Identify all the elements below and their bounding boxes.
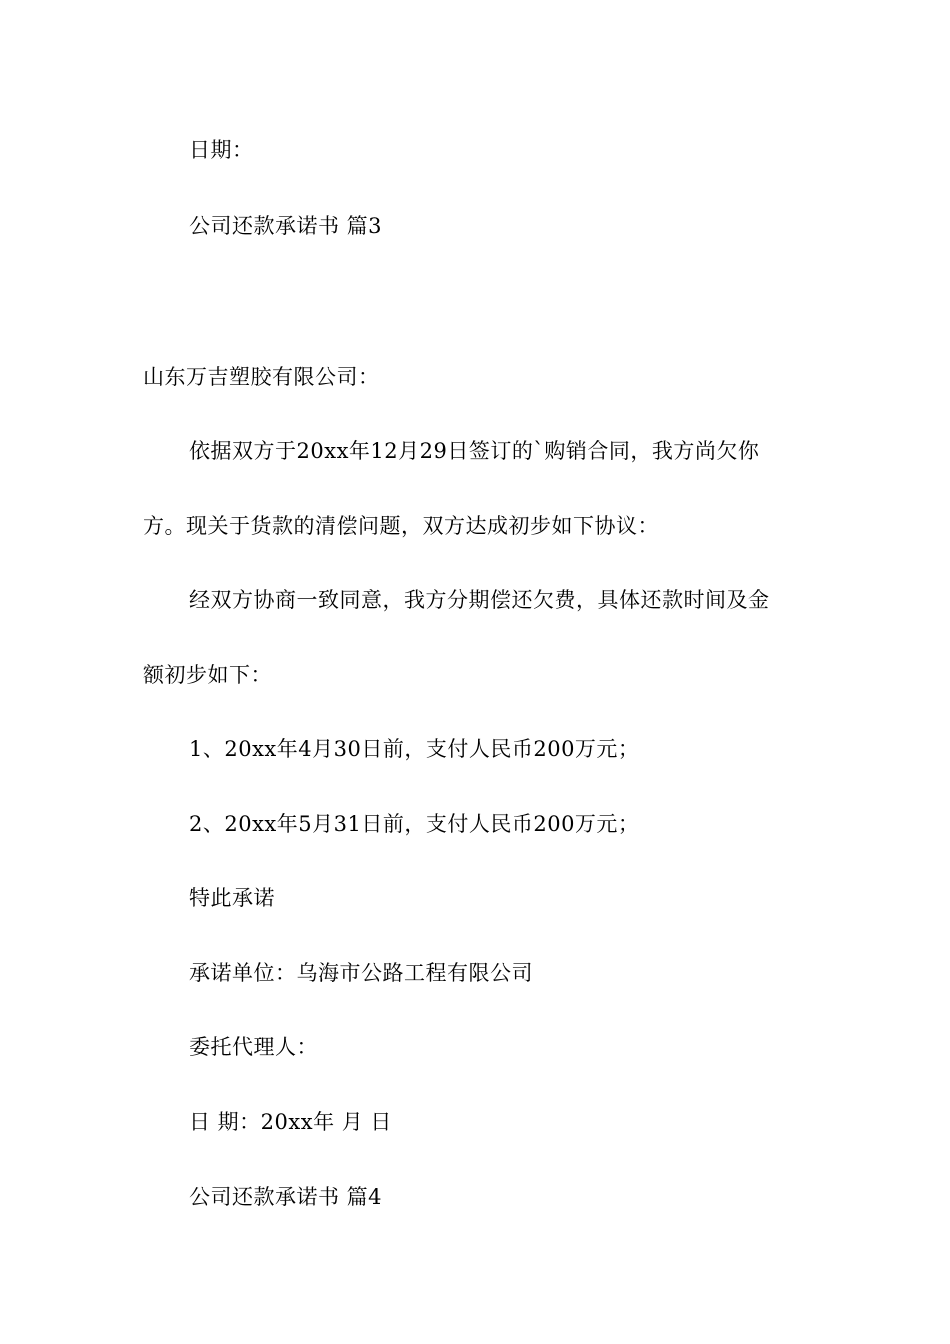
recipient-line: 山东万吉塑胶有限公司： bbox=[143, 365, 380, 389]
section-heading-4: 公司还款承诺书 篇4 bbox=[189, 1185, 383, 1209]
closing-statement: 特此承诺 bbox=[189, 886, 275, 910]
paragraph-2-line-2: 额初步如下： bbox=[143, 663, 272, 687]
paragraph-1-line-2: 方。现关于货款的清偿问题，双方达成初步如下协议： bbox=[143, 514, 659, 538]
agent-label: 委托代理人： bbox=[189, 1035, 318, 1059]
date-label: 日期： bbox=[189, 138, 254, 162]
paragraph-1-line-1: 依据双方于20xx年12月29日签订的`购销合同，我方尚欠你 bbox=[189, 439, 760, 463]
signature-date: 日 期：20xx年 月 日 bbox=[189, 1110, 392, 1134]
promisor-unit: 承诺单位：乌海市公路工程有限公司 bbox=[189, 961, 533, 985]
payment-item-2: 2、20xx年5月31日前，支付人民币200万元； bbox=[189, 812, 640, 836]
payment-item-1: 1、20xx年4月30日前，支付人民币200万元； bbox=[189, 737, 640, 761]
section-heading-3: 公司还款承诺书 篇3 bbox=[189, 214, 383, 238]
paragraph-2-line-1: 经双方协商一致同意，我方分期偿还欠费，具体还款时间及金 bbox=[189, 588, 770, 612]
